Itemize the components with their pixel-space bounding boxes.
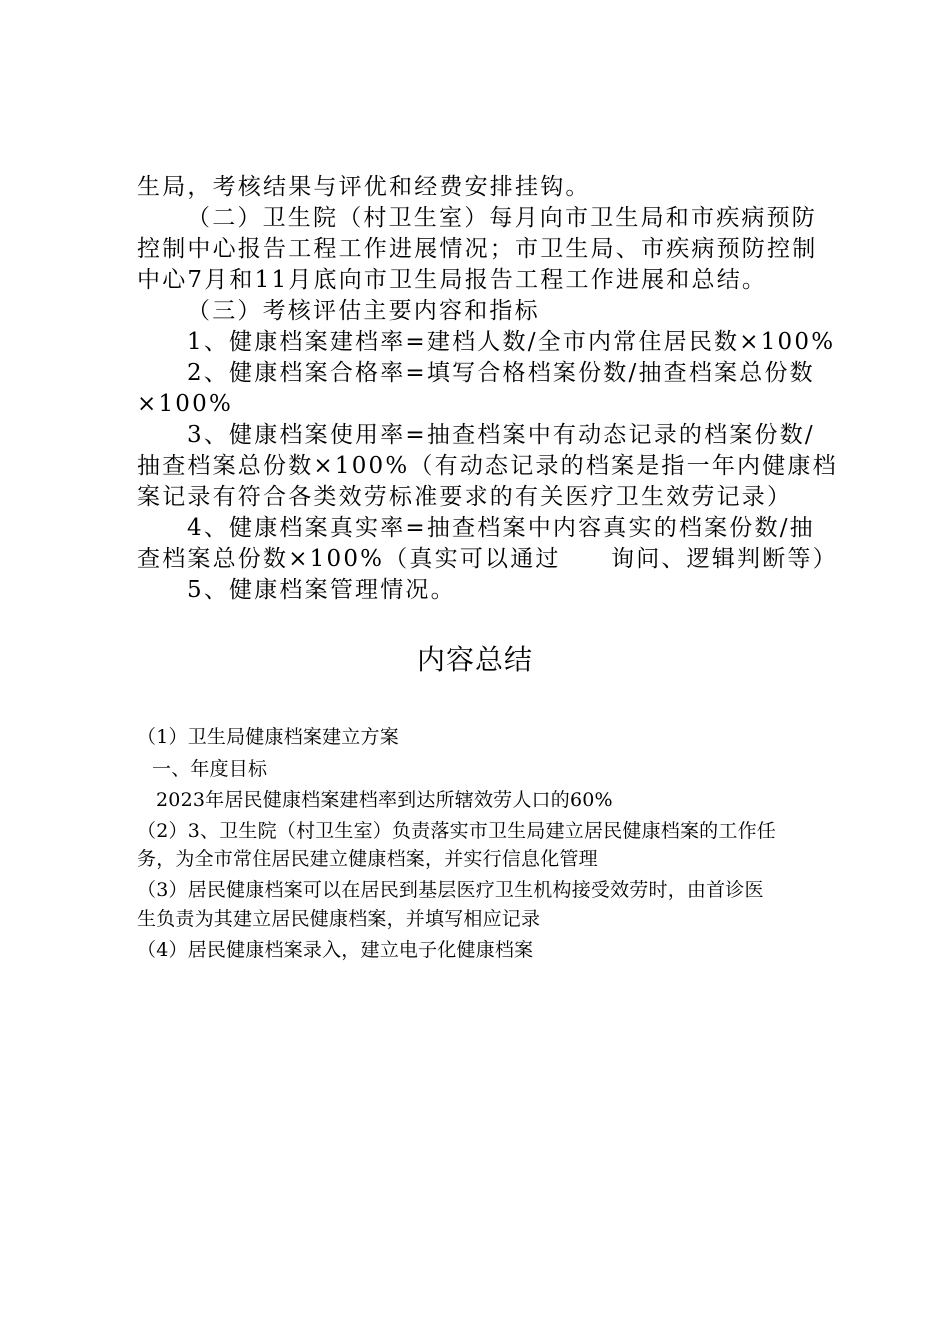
- summary-line: 务，为全市常住居民建立健康档案，并实行信息化管理: [137, 848, 598, 870]
- summary-line: （2）3、卫生院（村卫生室）负责落实市卫生局建立居民健康档案的工作任: [137, 820, 776, 842]
- summary-line: （1）卫生局健康档案建立方案: [137, 726, 399, 748]
- summary-line: 一、年度目标: [152, 758, 268, 780]
- summary-title: 内容总结: [416, 643, 533, 676]
- paragraph-line: 3、健康档案使用率=抽查档案中有动态记录的档案份数/: [187, 422, 815, 448]
- paragraph-line: 案记录有符合各类效劳标准要求的有关医疗卫生效劳记录）: [137, 484, 793, 510]
- summary-line: （3）居民健康档案可以在居民到基层医疗卫生机构接受效劳时，由首诊医: [137, 879, 764, 901]
- paragraph-line: 控制中心报告工程工作进展情况；市卫生局、市疾病预防控制: [137, 236, 818, 262]
- paragraph-line: 中心7月和11月底向市卫生局报告工程工作进展和总结。: [137, 267, 768, 293]
- paragraph-line: 2、健康档案合格率=填写合格档案份数/抽查档案总份数: [187, 360, 815, 386]
- paragraph-line: （二）卫生院（村卫生室）每月向市卫生局和市疾病预防: [187, 205, 817, 231]
- paragraph-line: 5、健康档案管理情况。: [187, 577, 456, 603]
- paragraph-line: 生局，考核结果与评优和经费安排挂钩。: [137, 174, 591, 200]
- paragraph-line: 查档案总份数×100%（真实可以通过 询问、逻辑判断等）: [137, 546, 838, 572]
- summary-line: 2023年居民健康档案建档率到达所辖效劳人口的60%: [156, 789, 613, 811]
- paragraph-line: ×100%: [137, 391, 234, 417]
- paragraph-line: 抽查档案总份数×100%（有动态记录的档案是指一年内健康档: [137, 453, 838, 479]
- paragraph-line: 4、健康档案真实率=抽查档案中内容真实的档案份数/抽: [187, 515, 815, 541]
- paragraph-line: 1、健康档案建档率=建档人数/全市内常住居民数×100%: [187, 329, 836, 355]
- summary-line: （4）居民健康档案录入，建立电子化健康档案: [137, 939, 534, 961]
- summary-line: 生负责为其建立居民健康档案，并填写相应记录: [137, 908, 541, 930]
- paragraph-line: （三）考核评估主要内容和指标: [187, 298, 540, 324]
